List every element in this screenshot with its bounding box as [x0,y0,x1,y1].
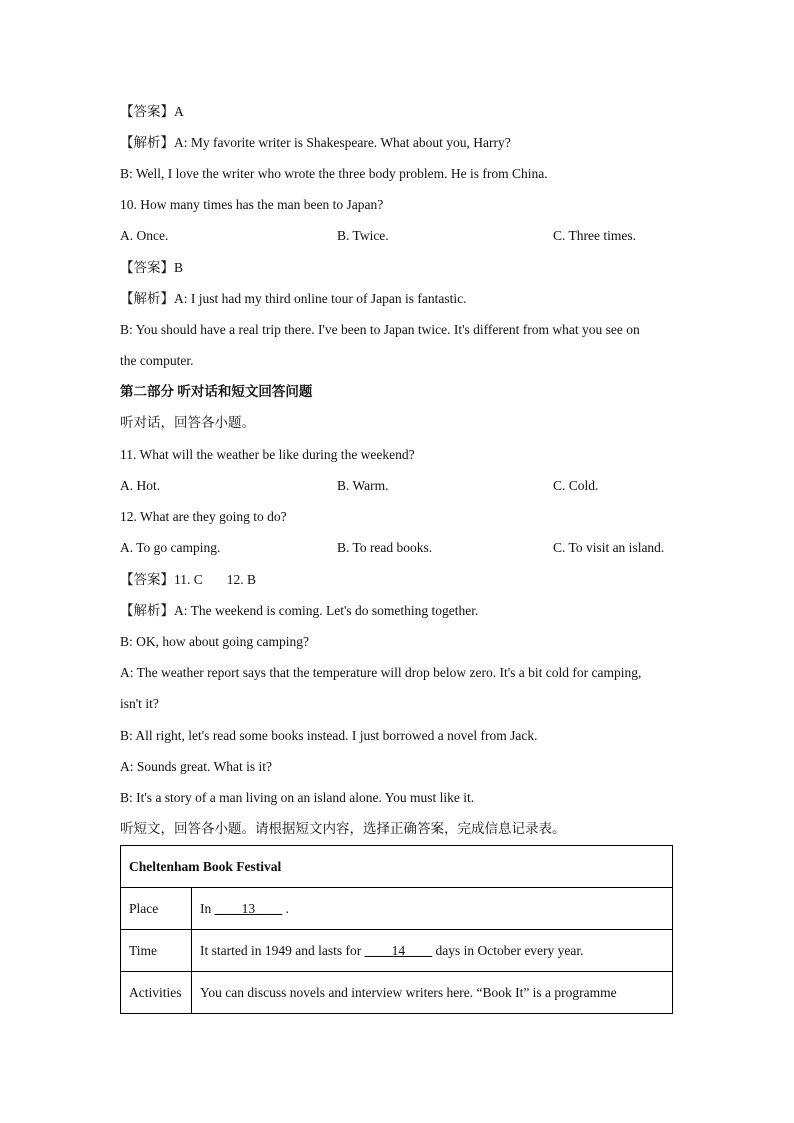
table-title: Cheltenham Book Festival [121,846,673,888]
info-record-table [120,845,673,1014]
row-content-time: It started in 1949 and lasts for ____14____ days in October every year. [192,930,673,972]
dialogue-line: A: The weather report says that the temperature will drop below zero. It's a bit cold for camping, [120,665,642,680]
option-a: A. Hot. [120,478,161,493]
blank-13: ____13____ [214,900,283,916]
answer-q9: 【答案】A [120,104,184,119]
table-row [121,888,673,930]
answer-q10: 【答案】B [120,260,184,275]
dialogue-line: the computer. [120,353,194,368]
analysis-q10: 【解析】A: I just had my third online tour of Japan is fantastic. [120,291,467,306]
passage-instruction: 听短文，回答各小题。请根据短文内容，选择正确答案，完成信息记录表。 [120,821,566,836]
option-a: A. Once. [120,228,169,243]
option-c: C. Three times. [553,228,636,243]
table-row [121,972,673,1014]
analysis-q9: 【解析】A: My favorite writer is Shakespeare. What about you, Harry? [120,135,511,150]
dialogue-line: B: All right, let's read some books instead. I just borrowed a novel from Jack. [120,728,538,743]
dialogue-line: B: It's a story of a man living on an island alone. You must like it. [120,790,475,805]
question-12: 12. What are they going to do? [120,509,287,524]
row-label-activities: Activities [121,972,192,1014]
dialogue-line: A: Sounds great. What is it? [120,759,272,774]
dialogue-line: isn't it? [120,696,159,711]
question-11: 11. What will the weather be like during the weekend? [120,447,415,462]
option-b: B. Twice. [337,228,389,243]
option-a: A. To go camping. [120,540,221,555]
option-c: C. To visit an island. [553,540,665,555]
option-b: B. To read books. [337,540,433,555]
answer-q11-12 [120,571,256,589]
section-instruction: 听对话，回答各小题。 [120,415,255,430]
dialogue-line: B: OK, how about going camping? [120,634,309,649]
answer-q11: 【答案】11. C [120,572,203,587]
table-title-row [121,846,673,888]
option-c: C. Cold. [553,478,599,493]
row-label-time: Time [121,930,192,972]
option-b: B. Warm. [337,478,389,493]
dialogue-line: B: Well, I love the writer who wrote the three body problem. He is from China. [120,166,548,181]
row-content-place: In ____13____ . [192,888,673,930]
row-content-activities: You can discuss novels and interview writers here. “Book It” is a programme [192,972,673,1014]
question-10: 10. How many times has the man been to Japan? [120,197,384,212]
table-row [121,930,673,972]
section-heading: 第二部分 听对话和短文回答问题 [120,384,313,399]
blank-14: ____14____ [364,942,433,958]
row-label-place: Place [121,888,192,930]
dialogue-line: B: You should have a real trip there. I've been to Japan twice. It's different from what you see on [120,322,640,337]
analysis-q11-12: 【解析】A: The weekend is coming. Let's do something together. [120,603,479,618]
answer-q12: 12. B [226,572,257,587]
